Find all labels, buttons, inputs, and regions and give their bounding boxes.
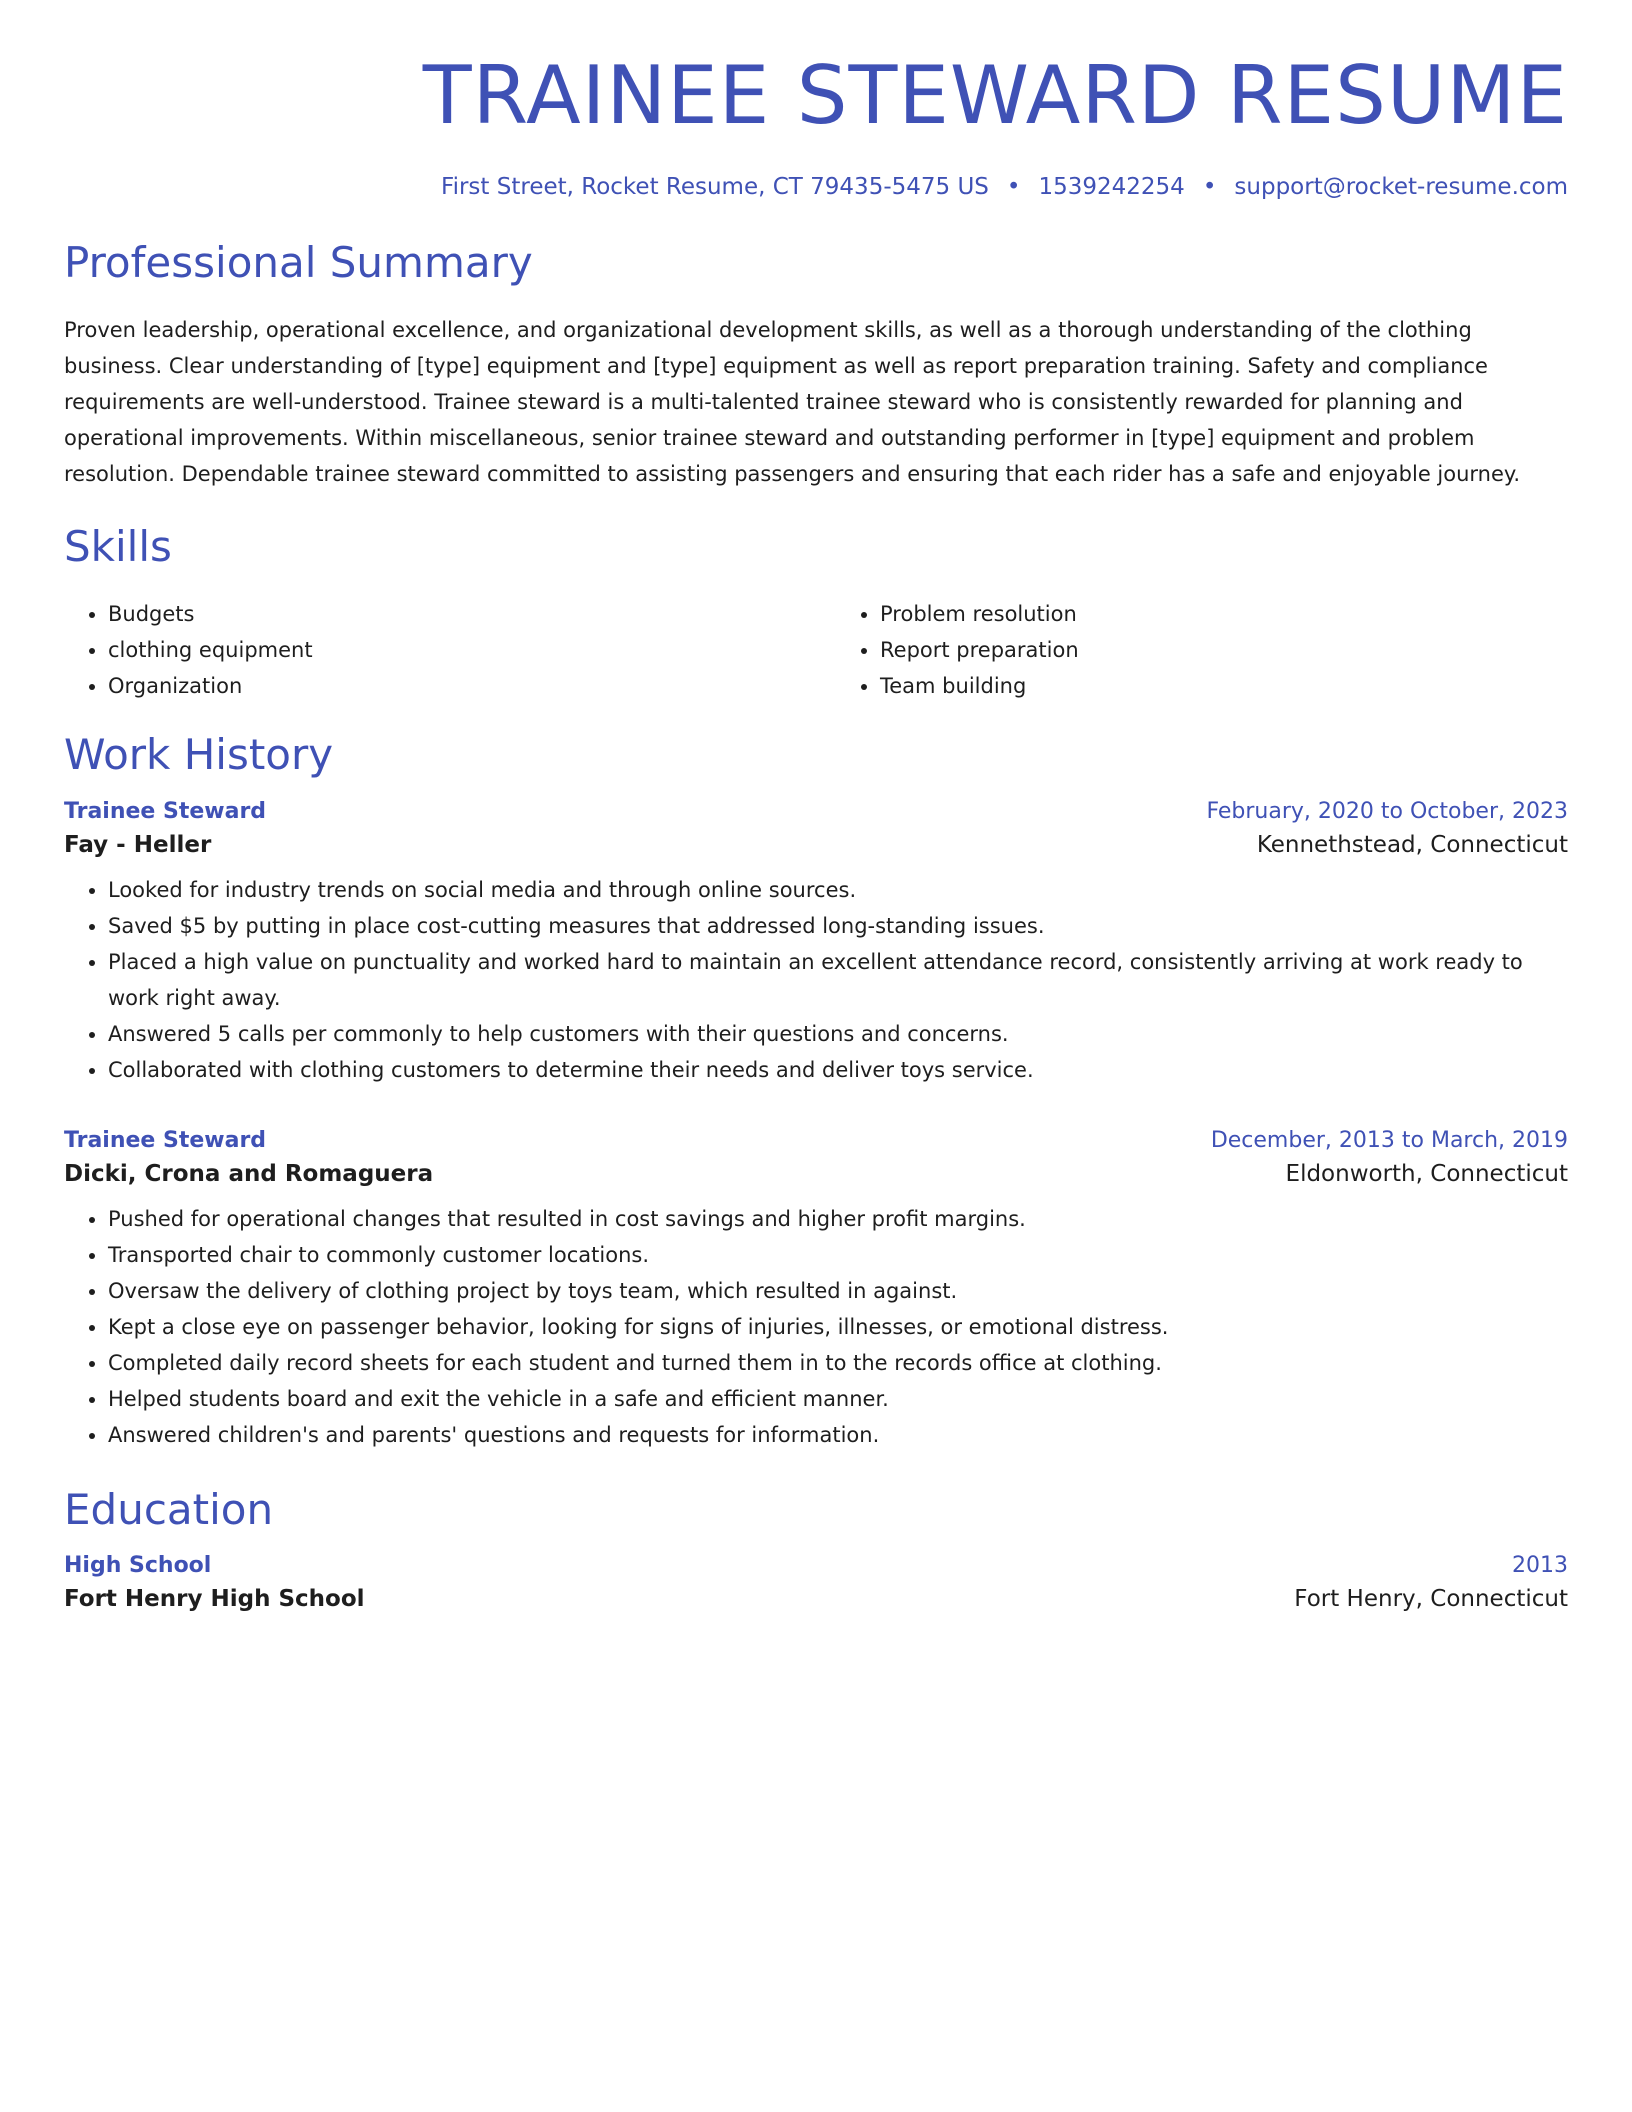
job-bullet: • Answered 5 calls per commonly to help customers with their questions and concerns. bbox=[108, 1016, 1568, 1052]
job-entry bbox=[64, 1128, 1568, 1453]
contact-email[interactable]: support@rocket-resume.com bbox=[1234, 174, 1568, 200]
job-entry bbox=[64, 799, 1568, 1088]
section-heading-work: Work History bbox=[64, 730, 334, 780]
job-bullets bbox=[64, 1201, 1568, 1453]
job-company: Fay - Heller bbox=[64, 831, 212, 858]
education-year: 2013 bbox=[1512, 1552, 1568, 1578]
job-bullet: • Pushed for operational changes that resulted in cost savings and higher profit margins. bbox=[108, 1201, 1568, 1237]
section-heading-summary: Professional Summary bbox=[64, 238, 533, 287]
job-location: Eldonworth, Connecticut bbox=[1285, 1160, 1568, 1187]
job-role: Trainee Steward bbox=[64, 798, 267, 824]
contact-line bbox=[64, 174, 1568, 200]
job-bullet: • Placed a high value on punctuality and worked hard to maintain an excellent attendance record, consistently arriving at work ready to work right away. bbox=[108, 944, 1568, 1016]
job-bullet: • Completed daily record sheets for each student and turned them in to the records office at clothing. bbox=[108, 1345, 1568, 1381]
job-bullet: • Looked for industry trends on social media and through online sources. bbox=[108, 872, 1568, 908]
job-header-row bbox=[64, 799, 1568, 824]
job-company-row bbox=[64, 1161, 1568, 1187]
skill-item: • Report preparation bbox=[880, 632, 1568, 668]
education-header-row bbox=[64, 1553, 1568, 1578]
job-bullet: • Helped students board and exit the vehicle in a safe and efficient manner. bbox=[108, 1381, 1568, 1417]
skills-list-right bbox=[836, 596, 1568, 704]
education-location: Fort Henry, Connecticut bbox=[1294, 1585, 1568, 1612]
job-bullet: • Answered children's and parents' questions and requests for information. bbox=[108, 1417, 1568, 1453]
job-bullet: • Kept a close eye on passenger behavior, looking for signs of injuries, illnesses, or emotional distress. bbox=[108, 1309, 1568, 1345]
education-degree: High School bbox=[64, 1552, 212, 1578]
contact-separator: • bbox=[1202, 174, 1217, 200]
section-heading-education: Education bbox=[64, 1484, 274, 1534]
skill-item: • Problem resolution bbox=[880, 596, 1568, 632]
job-dates: December, 2013 to March, 2019 bbox=[1210, 1127, 1568, 1153]
job-company: Dicki, Crona and Romaguera bbox=[64, 1160, 434, 1187]
job-company-row bbox=[64, 832, 1568, 858]
contact-address: First Street, Rocket Resume, CT 79435-5475 US bbox=[441, 174, 989, 200]
job-header-row bbox=[64, 1128, 1568, 1153]
skills-section bbox=[64, 524, 1568, 704]
job-bullet: • Transported chair to commonly customer locations. bbox=[108, 1237, 1568, 1273]
section-heading-skills: Skills bbox=[64, 522, 172, 572]
resume-title: TRAINEE STEWARD RESUME bbox=[422, 49, 1568, 142]
skill-item: • clothing equipment bbox=[108, 632, 796, 668]
work-history-section bbox=[64, 732, 1568, 1452]
job-location: Kennethstead, Connecticut bbox=[1256, 831, 1568, 858]
skills-grid bbox=[64, 596, 1568, 704]
education-school: Fort Henry High School bbox=[64, 1585, 365, 1612]
job-bullets bbox=[64, 872, 1568, 1088]
skill-item: • Organization bbox=[108, 668, 796, 704]
skill-item: • Budgets bbox=[108, 596, 796, 632]
professional-summary-section bbox=[64, 240, 1568, 492]
job-bullet: • Oversaw the delivery of clothing project by toys team, which resulted in against. bbox=[108, 1273, 1568, 1309]
education-entry bbox=[64, 1553, 1568, 1612]
job-role: Trainee Steward bbox=[64, 1127, 267, 1153]
education-section bbox=[64, 1484, 1568, 1612]
job-bullet: • Saved $5 by putting in place cost-cutting measures that addressed long-standing issues. bbox=[108, 908, 1568, 944]
skill-item: • Team building bbox=[880, 668, 1568, 704]
contact-separator: • bbox=[1006, 174, 1021, 200]
contact-phone: 1539242254 bbox=[1038, 174, 1185, 200]
skills-list-left bbox=[64, 596, 796, 704]
job-bullet: • Collaborated with clothing customers to determine their needs and deliver toys service. bbox=[108, 1052, 1568, 1088]
summary-text: Proven leadership, operational excellence, and organizational development skills, as well as a thorough understanding of the clothing business. Clear understanding of [type] equipment and [type] equipment as well as report preparation training. Safety and compliance requirements are well-understood. Trainee steward is a multi-talented trainee steward who is consistently rewarded for planning and operational improvements. Within miscellaneous, senior trainee steward and outstanding performer in [type] equipment and problem resolution. Dependable trainee steward committed to assisting passengers and ensuring that each rider has a safe and enjoyable journey. bbox=[64, 318, 1521, 487]
education-school-row bbox=[64, 1586, 1568, 1612]
job-dates: February, 2020 to October, 2023 bbox=[1206, 798, 1568, 824]
